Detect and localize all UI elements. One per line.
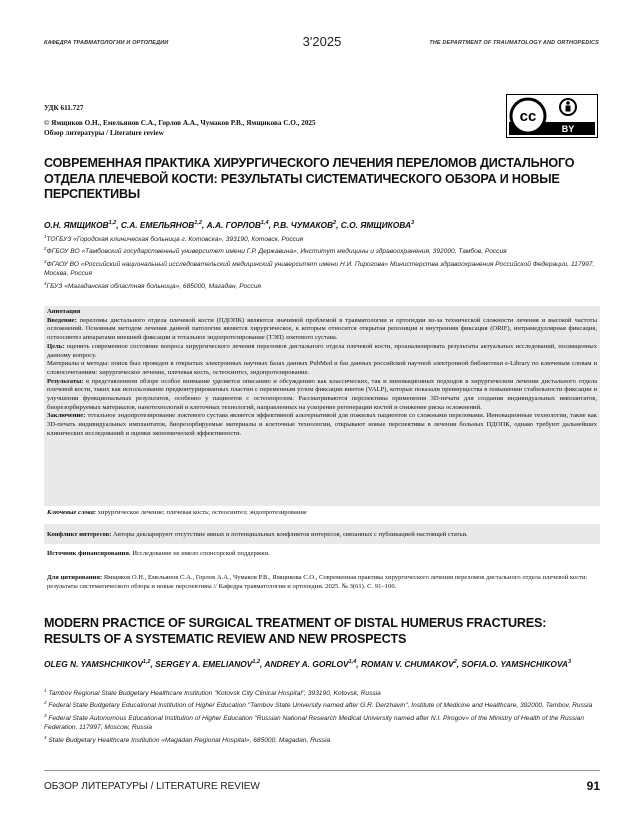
running-header-left: КАФЕДРА ТРАВМАТОЛОГИИ И ОРТОПЕДИИ (44, 40, 169, 46)
page-number: 91 (586, 779, 600, 793)
conflict-text: Авторы декларируют отсутствие явных и потенциальных конфликтов интересов, связанных с публикацией настоящей статьи. (111, 531, 468, 538)
abstract (47, 308, 597, 439)
affiliation-number: 2 (44, 700, 47, 706)
author-affil: 1,2 (194, 220, 202, 226)
intro-text: переломы дистального отдела плечевой кости (ПДОПК) являются значимой проблемой в травматологии и ортопедии из-за технической сложности лечения и высокой частоты осложнений. Основным методом лечения данной патологии является хирургическое, к которым относится открытая репозиция и внутренняя фиксация (ORIF), интрамедуллярная фиксация, остеосинтез аппаратами внешней фиксации и тотальное эндопротезирование (ТЭП) локтевого сустава. (47, 316, 597, 342)
abstract-heading: Аннотация (47, 308, 81, 315)
keywords-text: хирургическое лечение; плечевая кость; остеосинтез; эндопротезирование (96, 509, 307, 516)
affiliation-item (44, 711, 604, 733)
conclusion-text: тотальное эндопротезирование локтевого сустава является эффективной альтернативой для пожилых пациентов со сложными переломами. Инновационные технологии, такие как 3D-печать индивидуальных имплантатов, биорезорбируемые материалы и клеточные технологии, открывают новые перспективы в лечении больных ПДОПК, однако требуют дальнейших клинических исследований и оценки экономической эффективности. (47, 412, 597, 437)
affiliation-text: Federal State Autonomous Educational Institution of Higher Education "Russian National Research Medical University named after N.I. Pirogov» of the Ministry of Health of the Russian Federation, 117997, Moscow, Russia (44, 715, 585, 732)
affiliation-item (44, 244, 604, 256)
funding-label: Источник финансирования. (47, 550, 131, 557)
article-title-en: MODERN PRACTICE OF SURGICAL TREATMENT OF DISTAL HUMERUS FRACTURES: RESULTS OF A SYSTEMATIC REVIEW AND NEW PROSPECTS (44, 616, 547, 646)
cc-text: cc (519, 108, 537, 125)
affiliations-en (44, 686, 604, 745)
affiliation-text: ФГБОУ ВО «Тамбовский государственный университет имени Г.Р. Державина», Институт медицины и здравоохранения, 392000, Тамбов, Россия (46, 248, 507, 256)
author-affil: 1,2 (108, 220, 117, 226)
udk-code: УДК 611.727 (44, 104, 84, 112)
citation-label: Для цитирования: (47, 574, 103, 581)
results-text: в представленном обзоре особое внимание уделяется описанию и обсуждению как классических, так и инновационных подходов в хирургическом лечении дистального отдела плечевой кости, таких как использование предконтурированных пластин с переменным углом фиксации винтов (VALP), которые показали преимущества в повышении стабильности фиксации и улучшении функциональных результатов, особенно у пациентов с остеопорозом. Рассматриваются перспективы применения 3D-печати для создания индивидуальных имплантатов, биорезорбируемых материалов, нанотехнологий и клеточных технологий, направленных на ускорение регенерации костей и снижение риска осложнений. (47, 377, 597, 411)
author-affil: 3 (411, 220, 415, 226)
citation-text: Ямщиков О.Н., Емельянов С.А., Горлов А.А., Чумаков Р.В., Ямщикова С.О., Современная практика хирургического лечения переломов дистального отдела плечевой кости: результаты систематического обзора и новые перспективы // Кафедра травматологии и ортопедии. 2025. № 3(61). С. 91–100. (47, 574, 588, 590)
author-affil: 2 (333, 220, 337, 226)
affiliation-number: 4 (44, 734, 47, 740)
affiliation-text: ФГАОУ ВО «Российский национальный исследовательский медицинский университет имени Н.И. Пирогова» Министерства здравоохранения Российской Федерации, 117997, Москва, Россия (44, 261, 595, 278)
author-name: С.А. ЕМЕЛЬЯНОВ (120, 219, 195, 230)
author-name: О.Н. ЯМЩИКОВ (44, 219, 109, 230)
affiliation-number: 1 (44, 234, 47, 239)
affiliation-number: 2 (44, 246, 47, 252)
issue-number: 3'2025 (302, 34, 342, 49)
affiliation-number: 3 (44, 712, 47, 718)
aim-label: Цель: (47, 342, 65, 350)
affiliation-text: Federal State Budgetary Educational Institution of Higher Education "Tambov State University named after G.R. Derzhavin", Institute of Medicine and Healthcare, 392000, Tambov, Russia (46, 702, 593, 710)
affiliation-item (44, 686, 604, 698)
author-affil: 1,2 (252, 659, 261, 665)
keywords-label: Ключевые слова: (47, 509, 97, 516)
footer-divider (44, 770, 600, 771)
affiliation-number: 4 (44, 280, 47, 286)
author-affil: 1,4 (348, 659, 357, 665)
affiliation-text: ТОГБУЗ «Городская клиническая больница г. Котовска», 393190, Котовск, Россия (46, 236, 304, 244)
running-header-right: THE DEPARTMENT OF TRAUMATOLOGY AND ORTHOPEDICS (429, 40, 599, 46)
conclusion-label: Заключение: (47, 412, 86, 420)
author-name: SOFIA.O. YAMSHCHIKOVA (461, 658, 568, 669)
author-affil: 3 (567, 659, 572, 665)
keywords (47, 509, 597, 516)
author-name: С.О. ЯМЩИКОВА (340, 219, 411, 230)
intro-label: Введение: (47, 316, 77, 324)
author-name: ROMAN V. CHUMAKOV (360, 658, 454, 669)
author-name: SERGEY A. EMELIANOV (155, 658, 253, 669)
affiliation-item (44, 232, 604, 244)
citation (47, 574, 597, 591)
author-affil: 1,2 (142, 659, 151, 665)
conflict-label: Конфликт интересов: (47, 531, 112, 538)
affiliation-item (44, 279, 604, 291)
affiliation-text: State Budgetary Healthcare Institution «Magadan Regional Hospital», 685000, Magadan, Russia (46, 736, 331, 744)
affiliation-number: 1 (44, 688, 47, 693)
author-affil: 2 (453, 659, 457, 665)
authors-en: OLEG N. YAMSHCHIKOV$^{1,2}$, SERGEY A. EMELIANOV$^{1,2}$, ANDREY A. GORLOV$^{1,4}$, ROMAN V. CHUMAKOV$^2$, SOFIA.O. YAMSHCHIKOVA$^3$ (44, 658, 572, 669)
affiliation-item (44, 698, 604, 710)
author-name: А.А. ГОРЛОВ (206, 219, 261, 230)
aim-text: оценить современное состояние вопроса хирургического лечения переломов дистального отдела плечевой кости, проанализировать результаты актуальных исследований, посвященных данному вопросу. (47, 342, 597, 359)
footer-section: ОБЗОР ЛИТЕРАТУРЫ / LITERATURE REVIEW (44, 781, 260, 792)
results-label: Результаты: (47, 377, 84, 385)
affiliation-item (44, 733, 604, 745)
by-text: BY (561, 124, 575, 134)
conflict-of-interest (47, 531, 597, 538)
copyright-line: © Ямщиков О.Н., Емельянов С.А., Горлов А.А., Чумаков Р.В., Ямщикова С.О., 2025 (44, 119, 316, 127)
affiliation-item (44, 257, 604, 279)
author-name: ANDREY A. GORLOV (264, 658, 349, 669)
author-name: Р.В. ЧУМАКОВ (273, 219, 334, 230)
affiliations-ru (44, 232, 604, 291)
author-name: OLEG N. YAMSHCHIKOV (44, 658, 143, 669)
methods-text: Материалы и методы: поиск был проведен в открытых электронных научных базах данных PubMed и баз данных российской научной электронной библиотеки e-Library по ключевым словам и словосочетаниям: хирургическое лечение, плечевая кость, остеосинтез, эндопротезирование. (47, 360, 597, 376)
author-affil: 1,4 (260, 220, 269, 226)
affiliation-text: Tambov Regional State Budgetary Healthcare Institution "Kotovsk City Clinical Hospital", 393190, Kotovsk, Russia (46, 690, 381, 698)
article-title-ru: СОВРЕМЕННАЯ ПРАКТИКА ХИРУРГИЧЕСКОГО ЛЕЧЕНИЯ ПЕРЕЛОМОВ ДИСТАЛЬНОГО ОТДЕЛА ПЛЕЧЕВОЙ КОСТИ: РЕЗУЛЬТАТЫ СИСТЕМАТИЧЕСКОГО ОБЗОРА И НОВЫЕ ПЕРСПЕКТИВЫ (44, 156, 575, 201)
authors-ru: О.Н. ЯМЩИКОВ$^{1,2}$, С.А. ЕМЕЛЬЯНОВ$^{1,2}$, А.А. ГОРЛОВ$^{1,4}$, Р.В. ЧУМАКОВ$^2$, С.О. ЯМЩИКОВА$^3$ (44, 219, 415, 230)
cc-by-license-icon (506, 94, 598, 138)
affiliation-number: 3 (44, 258, 47, 264)
affiliation-text: ГБУЗ «Магаданская областная больница», 685000, Магадан, Россия (46, 282, 262, 290)
funding-source (47, 550, 597, 557)
funding-text: Исследование не имело спонсорской поддержки. (130, 550, 270, 557)
article-type: Обзор литературы / Literature review (44, 129, 164, 137)
